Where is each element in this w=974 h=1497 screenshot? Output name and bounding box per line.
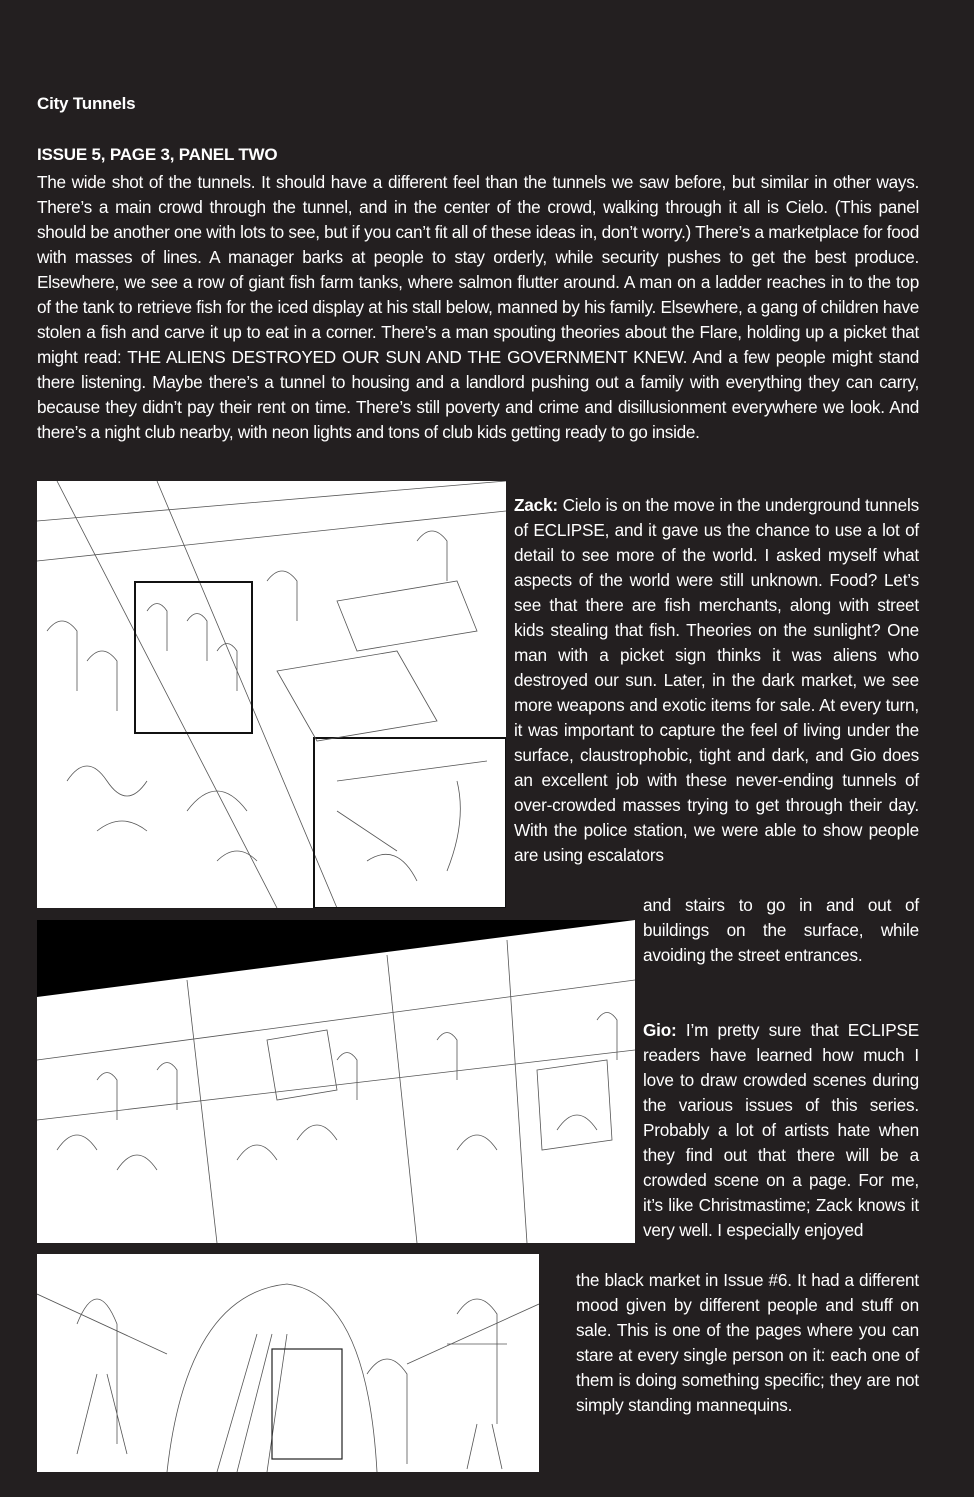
panel-heading: ISSUE 5, PAGE 3, PANEL TWO xyxy=(37,145,278,164)
gio-text: I’m pretty sure that ECLIPSE readers have learned how much I love to draw crowded scenes during the various issues of this series. Probably a lot of artists hate when they find out that there will be a crowded scene on a page. For me, it’s like Christmastime; Zack knows it very well. I especially enjoyed xyxy=(643,1020,919,1240)
pencil-artwork-tunnel-crowd xyxy=(37,481,506,908)
gio-speaker: Gio: xyxy=(643,1020,677,1040)
script-text: The wide shot of the tunnels. It should have a different feel than the tunnels we saw before, but similar in other ways. There’s a main crowd through the tunnel, and in the center of the crowd, walking through it all is Cielo. (This panel should be another one with lots to see, but if you can’t fit all of these ideas in, don’t worry.) There’s a marketplace for food with masses of lines. A manager barks at people to stay orderly, while security pushes to get the best produce. Elsewhere, we see a row of giant fish farm tanks, where salmon flutter around. A man on a ladder reaches in to the top of the tank to retrieve fish for the iced display at his stall below, manned by his family. Elsewhere, a gang of children have stolen a fish and carve it up to eat in a corner. There’s a man spouting theories about the Flare, holding up a picket that might read: THE ALIENS DESTROYED OUR SUN AND THE GOVERNMENT KNEW. And a few people might stand there listening. Maybe there’s a tunnel to housing and a landlord pushing out a family with everything they can carry, because they didn’t pay their rent on time. There’s still poverty and crime and disillusionment everywhere we look. And there’s a night club nearby, with neon lights and tons of club kids getting ready to go inside. xyxy=(37,172,919,442)
pencil-artwork-wide-market xyxy=(37,920,635,1243)
section-title: City Tunnels xyxy=(37,94,136,113)
zack-commentary-cont xyxy=(643,893,919,968)
zack-speaker: Zack: xyxy=(514,495,558,515)
gio-commentary-cont xyxy=(576,1268,919,1418)
zack-text: Cielo is on the move in the underground tunnels of ECLIPSE, and it gave us the chance to use a lot of detail to see more of the world. I asked myself what aspects of the world were still unknown. Food? Let’s see that there are fish merchants, along with street kids stealing that fish. Theories on the sunlight? One man with a picket sign thinks it was aliens who destroyed our sun. Later, in the dark market, we see more weapons and exotic items for sale. At every turn, it was important to capture the feel of living under the surface, claustrophobic, tight and dark, and Gio does an excellent job with these never-ending tunnels of over-crowded masses trying to get through their day. With the police station, we were able to show people are using escalators xyxy=(514,495,920,865)
sketch-lines xyxy=(37,481,506,908)
pencil-artwork-escalator xyxy=(37,1254,539,1472)
sketch-lines xyxy=(37,1254,539,1472)
sketch-lines xyxy=(37,920,635,1243)
gio-commentary xyxy=(643,1018,919,1243)
zack-text-cont: and stairs to go in and out of buildings on the surface, while avoiding the street entrances. xyxy=(643,895,919,965)
gio-text-cont: the black market in Issue #6. It had a different mood given by different people and stuff on sale. This is one of the pages where you can stare at every single person on it: each one of them is doing something specific; they are not simply standing mannequins. xyxy=(576,1270,919,1415)
zack-commentary xyxy=(514,493,919,868)
